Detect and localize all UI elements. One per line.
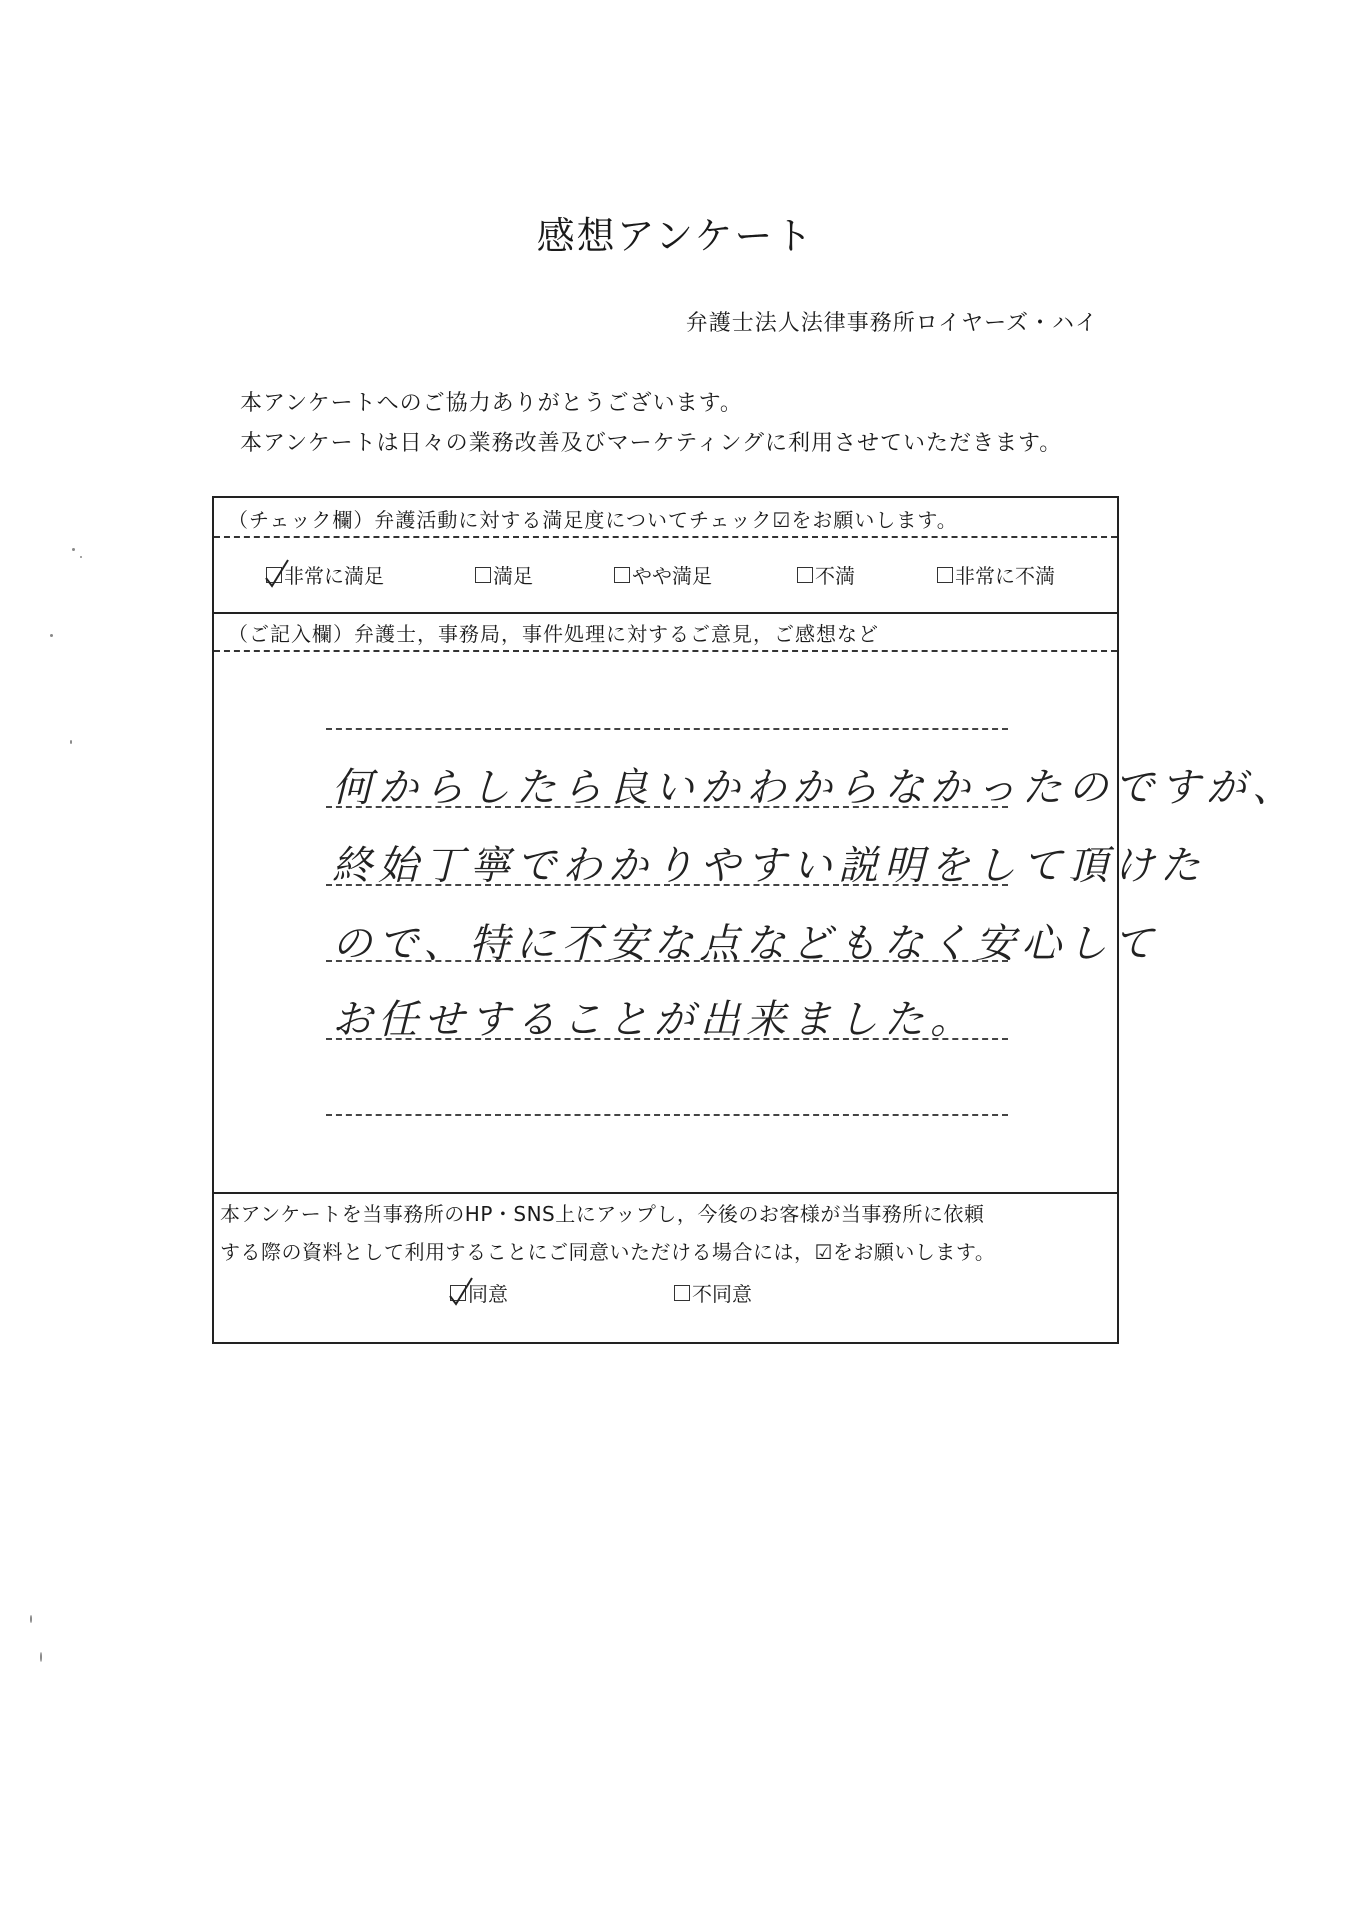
option-label: 同意 (468, 1282, 508, 1306)
firm-name: 弁護士法人法律事務所ロイヤーズ・ハイ (685, 311, 1098, 336)
handwritten-line: 終始丁寧でわかりやすい説明をして頂けた (332, 843, 1206, 889)
option-label: 非常に不満 (955, 564, 1055, 588)
scan-speck (80, 556, 82, 558)
divider (214, 536, 1117, 538)
option-somewhat-satisfied[interactable] (614, 560, 712, 589)
option-label: 不満 (815, 564, 855, 588)
checkbox[interactable] (674, 1285, 690, 1301)
scan-speck (40, 1652, 42, 1662)
option-label: 満足 (493, 564, 533, 588)
section-divider (214, 1192, 1117, 1194)
writing-line (326, 884, 1008, 886)
checkbox[interactable] (614, 567, 630, 583)
survey-form (212, 496, 1298, 1344)
checkbox-checked[interactable] (450, 1285, 466, 1301)
intro-line: 本アンケートは日々の業務改善及びマーケティングに利用させていただきます。 (240, 431, 1063, 456)
checkbox[interactable] (475, 567, 491, 583)
handwritten-line: ので、特に不安な点などもなく安心して (332, 921, 1160, 967)
handwritten-line: お任せすることが出来ました。 (332, 997, 976, 1043)
intro-text (240, 384, 1062, 464)
option-label: 不同意 (692, 1282, 752, 1306)
scan-speck (50, 634, 53, 637)
satisfaction-header: （チェック欄）弁護活動に対する満足度についてチェック☑をお願いします。 (228, 508, 958, 532)
consent-text: する際の資料として利用することにご同意いただける場合には，☑をお願いします。 (220, 1240, 996, 1264)
scan-speck (30, 1615, 32, 1623)
intro-line: 本アンケートへのご協力ありがとうございます。 (240, 391, 743, 416)
writing-line (326, 1114, 1008, 1116)
divider (214, 650, 1117, 652)
option-very-satisfied[interactable] (266, 560, 384, 589)
option-disagree[interactable] (674, 1278, 752, 1307)
checkbox-checked[interactable] (266, 567, 282, 583)
option-dissatisfied[interactable] (797, 560, 855, 589)
writing-line (326, 960, 1008, 962)
page-title: 感想アンケート (536, 214, 815, 258)
writing-line (326, 1038, 1008, 1040)
scan-speck (70, 740, 72, 744)
option-label: 非常に満足 (284, 564, 384, 588)
writing-line (326, 806, 1008, 808)
comments-header: （ご記入欄）弁護士，事務局，事件処理に対するご意見，ご感想など (228, 622, 879, 646)
option-agree[interactable] (450, 1278, 508, 1307)
option-satisfied[interactable] (475, 560, 533, 589)
satisfaction-options (214, 560, 1117, 594)
section-divider (214, 612, 1117, 614)
writing-line (326, 728, 1008, 730)
consent-text: 本アンケートを当事務所のHP・SNS上にアップし，今後のお客様が当事務所に依頼 (220, 1202, 985, 1226)
checkbox[interactable] (937, 567, 953, 583)
handwritten-line: 何からしたら良いかわからなかったのですが、 (332, 765, 1298, 811)
checkbox[interactable] (797, 567, 813, 583)
option-very-dissatisfied[interactable] (937, 560, 1055, 589)
option-label: やや満足 (632, 564, 712, 588)
scan-speck (72, 548, 75, 551)
